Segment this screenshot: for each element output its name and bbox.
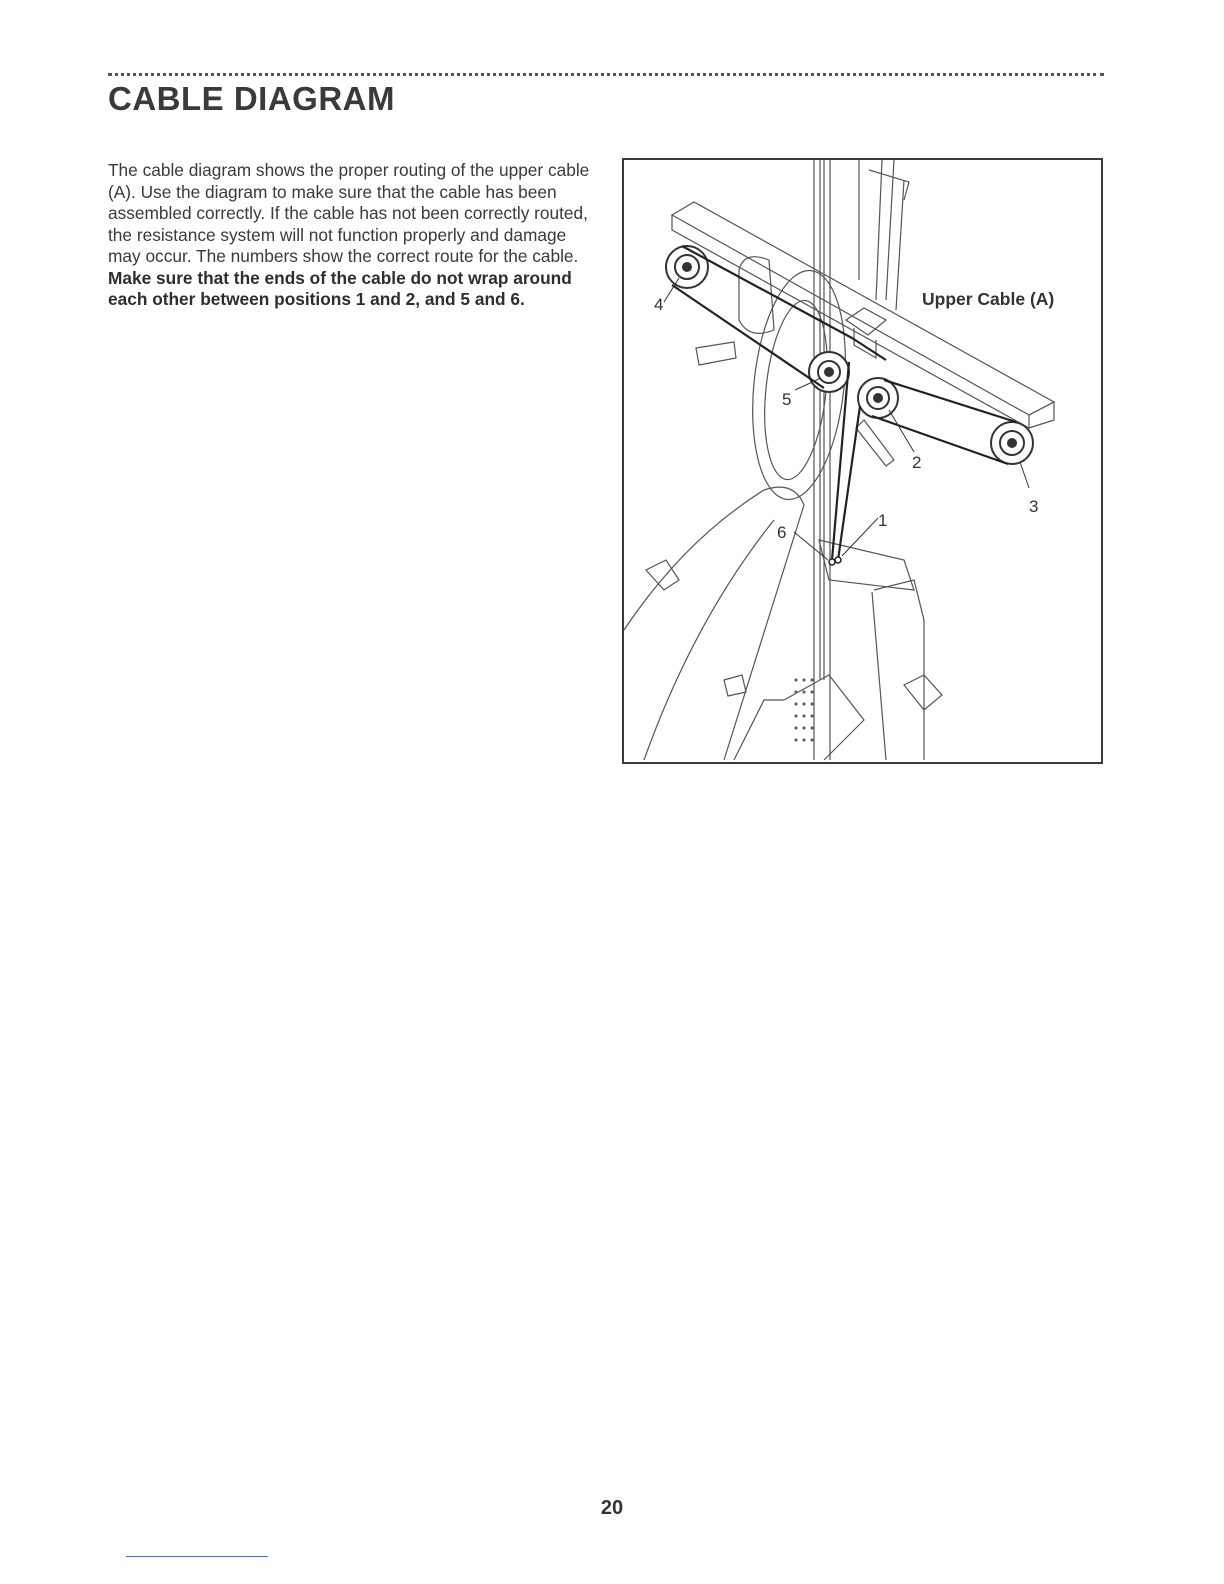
intro-text: The cable diagram shows the proper routing of the upper cable (A). Use the diagram to make sure that the cable has been assembled correctly. If the cable has not been correctly routed, the resistance system will not function properly and damage may occur. The numbers show the correct route for the cable. (108, 160, 590, 266)
page-title: CABLE DIAGRAM (108, 80, 395, 117)
cable-diagram-figure (622, 158, 1103, 764)
pulley-2 (858, 378, 898, 418)
page-number: 20 (600, 1497, 624, 1519)
callout-1: 1 (878, 511, 888, 530)
callout-6: 6 (777, 523, 787, 542)
cable-diagram-illustration (624, 160, 1103, 764)
callout-2: 2 (912, 453, 922, 472)
pulley-3 (991, 422, 1033, 464)
pulley-4 (666, 246, 708, 288)
callout-3: 3 (1029, 497, 1039, 516)
upper-cable-label: Upper Cable (A) (922, 289, 1055, 309)
cable-end-6 (829, 559, 835, 565)
footer-line (126, 1556, 268, 1557)
header-rule (108, 73, 1104, 76)
warning-text: Make sure that the ends of the cable do not wrap around each other between positions 1 and 2, and 5 and 6. (108, 267, 572, 309)
intro-paragraph (108, 160, 598, 311)
cable-end-1 (835, 557, 841, 563)
callout-4: 4 (654, 295, 664, 314)
pulley-5 (809, 352, 849, 392)
callout-5: 5 (782, 390, 792, 409)
